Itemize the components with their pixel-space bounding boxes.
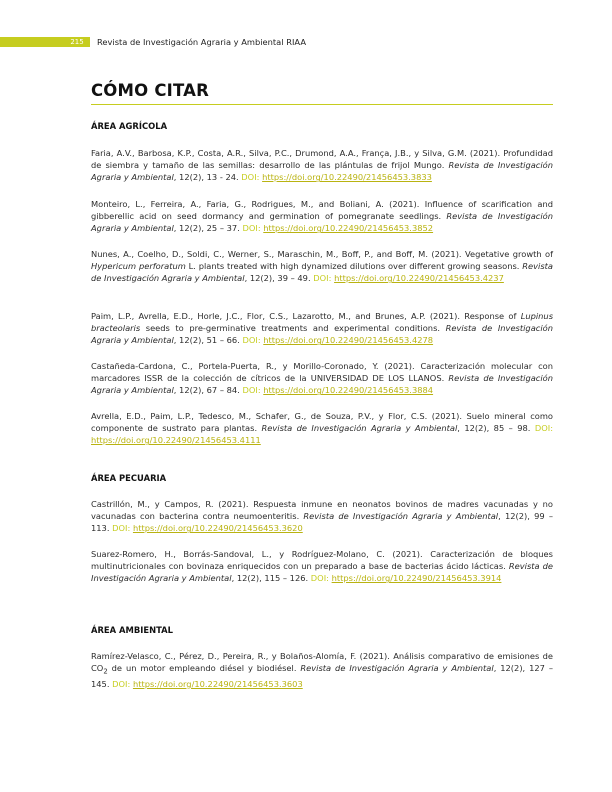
reference-citation: Paim, L.P., Avrella, E.D., Horle, J.C., Flor, C.S., Lazarotto, M., and Brunes, A.P. (2021). Response of [91,311,517,321]
reference-journal: Revista de Investigación Agraria y Ambiental [300,663,494,674]
reference-journal: Revista de Investigación Agraria y Ambiental [91,323,553,346]
doi-label: DOI: [241,172,260,183]
reference-item [91,198,553,234]
doi-link[interactable]: https://doi.org/10.22490/21456453.4278 [263,335,434,346]
doi-link[interactable]: https://doi.org/10.22490/21456453.3603 [132,678,303,689]
section-heading-pecuaria: ÁREA PECUARIA [91,473,167,483]
subscript-2: 2 [103,667,108,676]
reference-journal: Revista de Investigación Agraria y Ambiental [91,373,554,396]
reference-item [91,147,553,183]
doi-link[interactable]: https://doi.org/10.22490/21456453.3914 [331,573,502,584]
title-divider [91,104,553,105]
reference-citation: Avrella, E.D., Paim, L.P., Tedesco, M., Schafer, G., de Souza, P.V., y Flor, C.S. (2021). Suelo mineral como componente de sustrato para plantas. [91,411,553,434]
reference-volume: , 12(2), 67 – 84. [173,385,240,396]
doi-link[interactable]: https://doi.org/10.22490/21456453.4237 [334,273,504,284]
doi-label: DOI: [313,273,332,284]
page-title: CÓMO CITAR [91,81,210,100]
reference-item [91,248,553,284]
reference-volume: , 12(2), 39 – 49. [244,273,311,284]
reference-volume: , 12(2), 85 – 98. [457,423,531,434]
doi-label: DOI: [242,335,261,346]
doi-label: DOI: [112,523,131,534]
doi-link[interactable]: https://doi.org/10.22490/21456453.4111 [91,435,261,446]
section-heading-agricola: ÁREA AGRÍCOLA [91,121,168,131]
reference-item [91,410,553,446]
doi-link[interactable]: https://doi.org/10.22490/21456453.3620 [132,523,303,534]
section-heading-ambiental: ÁREA AMBIENTAL [91,625,173,635]
reference-citation: Monteiro, L., Ferreira, A., Faria, G., Rodrigues, M., and Boliani, A. (2021). Influence of scarification and gibberellic acid on seed dormancy and germination of pomegranate seedlings. [91,199,553,222]
reference-citation-cont: de un motor empleando diésel y biodiésel. [111,663,297,674]
reference-volume: , 12(2), 99 – 113. [91,511,553,534]
doi-label: DOI: [242,385,261,396]
reference-volume: , 12(2), 127 – 145. [91,663,554,689]
reference-volume: , 12(2), 115 – 126. [231,573,309,584]
doi-label: DOI: [112,678,131,689]
reference-citation: Faria, A.V., Barbosa, K.P., Costa, A.R., Silva, P.C., Drumond, A.A., França, J.B., y Silva, G.M. (2021). Profundidad de siembra y tamaño de las semillas: desarrollo de las plántulas de frijol Mungo. [91,148,553,171]
doi-link[interactable]: https://doi.org/10.22490/21456453.3884 [263,385,434,396]
reference-citation-cont: L. plants treated with high dynamized dilutions over different growing seasons. [188,261,520,272]
reference-volume: , 12(2), 13 - 24. [173,172,239,183]
reference-citation-cont: seeds to pre-germinative treatments and experimental conditions. [145,323,441,334]
reference-citation: Ramírez-Velasco, C., Pérez, D., Pereira, R., y Bolaños-Alomía, F. (2021). Análisis comparativo de emisiones de CO [91,651,553,674]
reference-journal: Revista de Investigación Agraria y Ambiental [91,211,554,234]
reference-citation: Suarez-Romero, H., Borrás-Sandoval, L., y Rodríguez-Molano, C. (2021). Caracterización de bloques multinutricionales con bovinaza enriquecidos con un preparado a base de bacterias ácido lácticas. [91,549,553,572]
reference-item [91,650,553,690]
reference-species: Lupinus bracteolaris [91,311,554,334]
reference-citation: Castañeda-Cardona, C., Portela-Puerta, R., y Morillo-Coronado, Y. (2021). Caracterización molecular con marcadores ISSR de la colección de cítricos de la UNIVERSIDAD DE LOS LLANOS. [91,361,553,384]
page-number: 215 [70,38,84,46]
reference-journal: Revista de Investigación Agraria y Ambiental [303,511,499,522]
reference-species: Hypericum perforatum [91,261,186,272]
reference-item [91,310,553,346]
journal-header-title: Revista de Investigación Agraria y Ambiental RIAA [97,37,306,47]
reference-volume: , 12(2), 25 – 37. [173,223,240,234]
reference-journal: Revista de Investigación Agraria y Ambiental [91,561,554,584]
reference-citation: Castrillón, M., y Campos, R. (2021). Respuesta inmune en neonatos bovinos de madres vacunadas y no vacunadas con bacterina contra neumoenteritis. [91,499,553,522]
reference-volume: , 12(2), 51 – 66. [173,335,240,346]
reference-journal: Revista de Investigación Agraria y Ambiental [91,261,553,284]
doi-label: DOI: [242,223,261,234]
reference-item [91,498,553,534]
doi-link[interactable]: https://doi.org/10.22490/21456453.3833 [262,172,432,183]
doi-label: DOI: [310,573,329,584]
doi-label: DOI: [534,423,553,434]
reference-item [91,548,553,584]
reference-item [91,360,553,396]
reference-journal: Revista de Investigación Agraria y Ambiental [91,160,554,183]
reference-journal: Revista de Investigación Agraria y Ambiental [261,423,458,434]
doi-link[interactable]: https://doi.org/10.22490/21456453.3852 [263,223,434,234]
reference-citation: Nunes, A., Coelho, D., Soldi, C., Werner, S., Maraschin, M., Boff, P., and Boff, M. (2021). Vegetative growth of [91,249,553,259]
